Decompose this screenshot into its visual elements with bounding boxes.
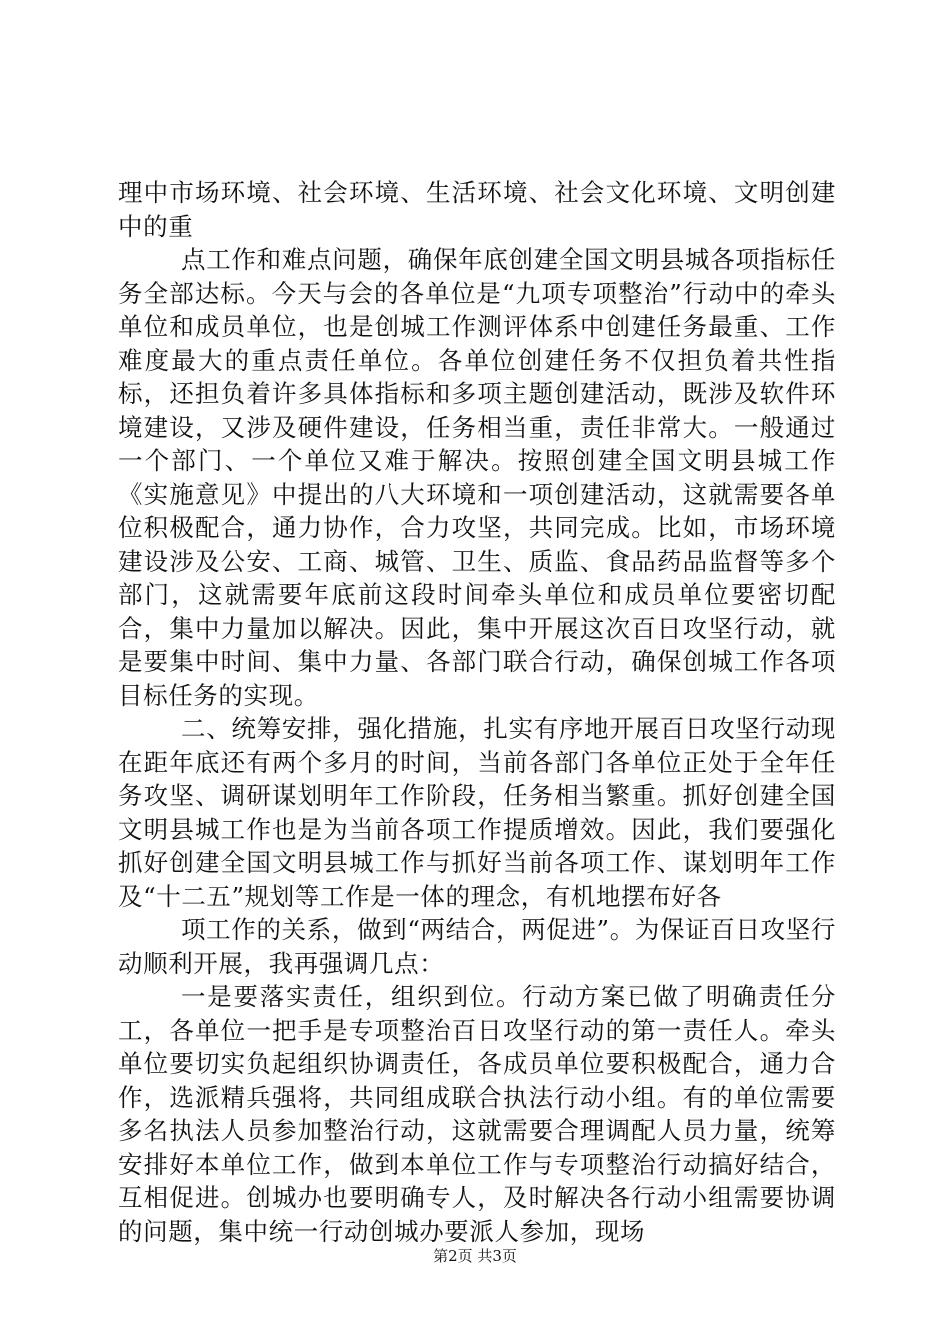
paragraph-1: 理中市场环境、社会环境、生活环境、社会文化环境、文明创建中的重 <box>118 178 836 241</box>
document-body <box>118 176 836 1248</box>
page-footer: 第2页 共3页 <box>433 1247 517 1265</box>
paragraph-4: 项工作的关系，做到“两结合，两促进”。为保证百日攻坚行动顺利开展，我再强调几点： <box>118 915 836 978</box>
paragraph-2: 点工作和难点问题，确保年底创建全国文明县城各项指标任务全部达标。今天与会的各单位是“九项专项整治”行动中的牵头单位和成员单位，也是创城工作测评体系中创建任务最重、工作难度最大的重点责任单位。各单位创建任务不仅担负着共性指标，还担负着许多具体指标和多项主题创建活动，既涉及软件环境建设，又涉及硬件建设，任务相当重，责任非常大。一般通过一个部门、一个单位又难于解决。按照创建全国文明县城工作《实施意见》中提出的八大环境和一项创建活动，这就需要各单位积极配合，通力协作，合力攻坚，共同完成。比如，市场环境建设涉及公安、工商、城管、卫生、质监、食品药品监督等多个部门，这就需要年底前这段时间牵头单位和成员单位要密切配合，集中力量加以解决。因此，集中开展这次百日攻坚行动，就是要集中时间、集中力量、各部门联合行动，确保创城工作各项目标任务的实现。 <box>118 245 836 710</box>
paragraph-3: 二、统筹安排，强化措施，扎实有序地开展百日攻坚行动现在距年底还有两个多月的时间，当前各部门各单位正处于全年任务攻坚、调研谋划明年工作阶段，任务相当繁重。抓好创建全国文明县城工作也是为当前各项工作提质增效。因此，我们要强化抓好创建全国文明县城工作与抓好当前各项工作、谋划明年工作及“十二五”规划等工作是一体的理念，有机地摆布好各 <box>118 714 836 911</box>
paragraph-5: 一是要落实责任，组织到位。行动方案已做了明确责任分工，各单位一把手是专项整治百日攻坚行动的第一责任人。牵头单位要切实负起组织协调责任，各成员单位要积极配合，通力合作，选派精兵强将，共同组成联合执法行动小组。有的单位需要多名执法人员参加整治行动，这就需要合理调配人员力量，统筹安排好本单位工作，做到本单位工作与专项整治行动搞好结合，互相促进。创城办也要明确专人，及时解决各行动小组需要协调的问题，集中统一行动创城办要派人参加，现场 <box>118 982 836 1246</box>
